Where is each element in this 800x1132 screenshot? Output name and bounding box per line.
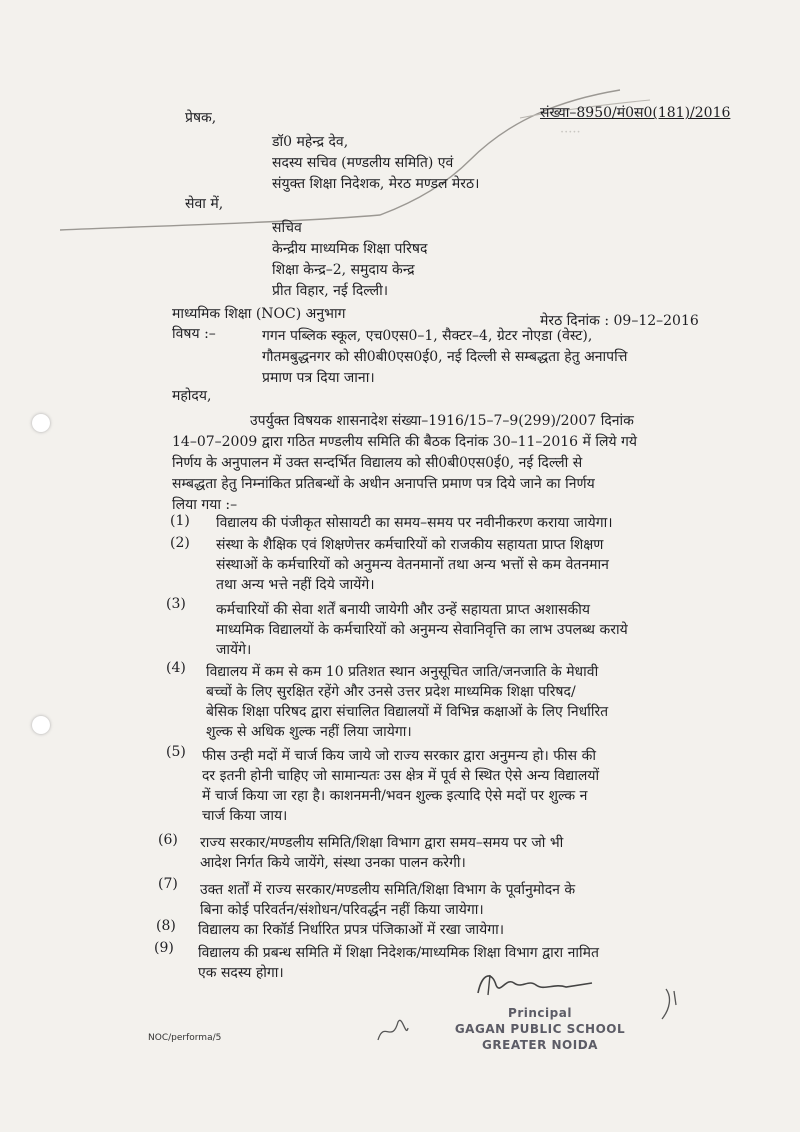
condition-line: फीस उन्ही मदों में चार्ज किय जाये जो राज्य सरकार द्वारा अनुमन्य हो। फीस की	[202, 748, 596, 764]
condition-line: विद्यालय की प्रबन्ध समिति में शिक्षा निदेशक/माध्यमिक शिक्षा विभाग द्वारा नामित	[198, 945, 599, 961]
condition-line: उक्त शर्तों में राज्य सरकार/मण्डलीय समिति/शिक्षा विभाग के पूर्वानुमोदन के	[200, 882, 576, 898]
principal-signature	[470, 965, 600, 1005]
letter-date: मेरठ दिनांक : 09–12–2016	[540, 313, 699, 329]
subject-line-2: गौतमबुद्धनगर को सी0बी0एस0ई0, नई दिल्ली से सम्बद्धता हेतु अनापत्ति	[262, 349, 628, 365]
punch-hole	[32, 716, 50, 734]
footer-code: NOC/performa/5	[148, 1033, 222, 1043]
section-name: माध्यमिक शिक्षा (NOC) अनुभाग	[172, 306, 346, 322]
salutation: महोदय,	[172, 388, 212, 404]
reference-number: संख्या–8950/मं0स0(181)/2016	[540, 105, 731, 121]
condition-line: कर्मचारियों की सेवा शर्तें बनायी जायेगी और उन्हें सहायता प्राप्त अशासकीय	[216, 602, 591, 618]
condition-number: (2)	[170, 535, 190, 551]
condition-line: आदेश निर्गत किये जायेंगे, संस्था उनका पालन करेगी।	[200, 855, 466, 871]
subject-label: विषय :–	[172, 326, 216, 342]
stamp-school: GAGAN PUBLIC SCHOOL	[454, 1022, 626, 1036]
condition-line: एक सदस्य होगा।	[198, 965, 284, 981]
condition-line: चार्ज किया जाय।	[202, 808, 288, 824]
condition-line: बिना कोई परिवर्तन/संशोधन/परिवर्द्धन नहीं किया जायेगा।	[200, 902, 484, 918]
condition-line: राज्य सरकार/मण्डलीय समिति/शिक्षा विभाग द्वारा समय–समय पर जो भी	[200, 835, 564, 851]
condition-number: (6)	[158, 832, 178, 848]
condition-number: (5)	[166, 744, 186, 760]
subject-line-3: प्रमाण पत्र दिया जाना।	[262, 370, 375, 386]
intro-line-1: उपर्युक्त विषयक शासनादेश संख्या–1916/15–7–9(299)/2007 दिनांक	[250, 413, 634, 429]
condition-line: जायेंगे।	[216, 642, 252, 658]
condition-line: में चार्ज किया जा रहा है। काशनमनी/भवन शुल्क इत्यादि ऐसे मदों पर शुल्क न	[202, 788, 588, 804]
intro-line-5: लिया गया :–	[172, 497, 238, 513]
condition-line: विद्यालय में कम से कम 10 प्रतिशत स्थान अनुसूचित जाति/जनजाति के मेधावी	[206, 664, 599, 680]
sender-name: डॉ0 महेन्द्र देव,	[272, 134, 349, 150]
condition-line: माध्यमिक विद्यालयों के कर्मचारियों को अनुमन्य सेवानिवृत्ति का लाभ उपलब्ध कराये	[216, 622, 628, 638]
recipient-address-1: शिक्षा केन्द्र–2, समुदाय केन्द्र	[272, 262, 415, 278]
stamp-city: GREATER NOIDA	[482, 1038, 598, 1052]
recipient-org: केन्द्रीय माध्यमिक शिक्षा परिषद	[272, 241, 428, 257]
stamp-title: Principal	[508, 1006, 572, 1020]
condition-line: तथा अन्य भत्ते नहीं दिये जायेंगे।	[216, 577, 375, 593]
condition-number: (7)	[158, 876, 178, 892]
condition-number: (8)	[156, 918, 176, 934]
condition-line: बच्चों के लिए सुरक्षित रहेंगे और उनसे उत्तर प्रदेश माध्यमिक शिक्षा परिषद/	[206, 684, 576, 700]
subject-line-1: गगन पब्लिक स्कूल, एच0एस0–1, सैक्टर–4, ग्रेटर नोएडा (वेस्ट),	[262, 328, 593, 344]
initials-mark	[656, 985, 686, 1025]
ink-scribble	[372, 1010, 412, 1050]
intro-line-3: निर्णय के अनुपालन में उक्त सन्दर्भित विद्यालय को सी0बी0एस0ई0, नई दिल्ली से	[172, 455, 583, 471]
condition-line: बेसिक शिक्षा परिषद द्वारा संचालित विद्यालयों में विभिन्न कक्षाओं के लिए निर्धारित	[206, 704, 609, 720]
recipient-label: सेवा में,	[185, 196, 224, 212]
condition-line: संस्थाओं के कर्मचारियों को अनुमन्य वेतनमानों तथा अन्य भत्तों से कम वेतनमान	[216, 557, 609, 573]
condition-line: विद्यालय का रिकॉर्ड निर्धारित प्रपत्र पंजिकाओं में रखा जायेगा।	[198, 922, 505, 938]
recipient-address-2: प्रीत विहार, नई दिल्ली।	[272, 283, 389, 299]
intro-line-4: सम्बद्धता हेतु निम्नांकित प्रतिबन्धों के अधीन अनापत्ति प्रमाण पत्र दिये जाने का निर्णय	[172, 476, 595, 492]
condition-line: संस्था के शैक्षिक एवं शिक्षणेत्तर कर्मचारियों को राजकीय सहायता प्राप्त शिक्षण	[216, 537, 604, 553]
sender-designation: सदस्य सचिव (मण्डलीय समिति) एवं	[272, 155, 454, 171]
condition-number: (3)	[166, 596, 186, 612]
condition-line: विद्यालय की पंजीकृत सोसायटी का समय–समय पर नवीनीकरण कराया जायेगा।	[216, 515, 613, 531]
condition-line: दर इतनी होनी चाहिए जो सामान्यतः उस क्षेत्र में पूर्व से स्थित ऐसे अन्य विद्यालयों	[202, 768, 600, 784]
show-through-text: ·····	[560, 125, 581, 140]
condition-line: शुल्क से अधिक शुल्क नहीं लिया जायेगा।	[206, 724, 412, 740]
intro-line-2: 14–07–2009 द्वारा गठित मण्डलीय समिति की बैठक दिनांक 30–11–2016 में लिये गये	[172, 434, 638, 450]
sender-label: प्रेषक,	[185, 110, 217, 126]
condition-number: (1)	[170, 513, 190, 529]
punch-hole	[32, 414, 50, 432]
recipient-title: सचिव	[272, 220, 302, 236]
condition-number: (9)	[154, 940, 174, 956]
sender-office: संयुक्त शिक्षा निदेशक, मेरठ मण्डल मेरठ।	[272, 176, 480, 192]
condition-number: (4)	[166, 660, 186, 676]
